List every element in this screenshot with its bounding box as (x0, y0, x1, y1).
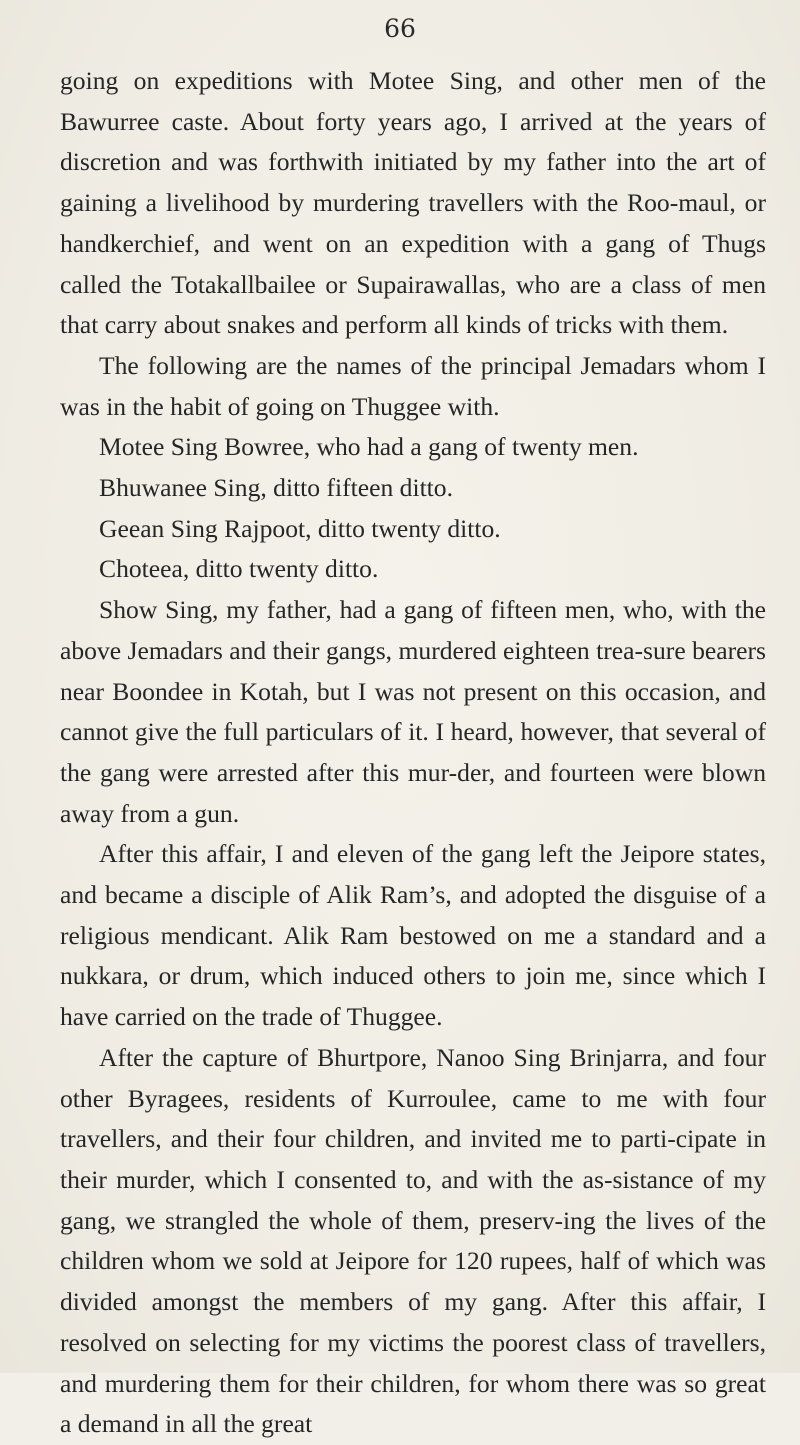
paragraph-jemadars-intro: The following are the names of the principal Jemadars whom I was in the habit of going on Thuggee with. (60, 350, 766, 421)
paragraph-alik-ram: After this affair, I and eleven of the gang left the Jeipore states, and became a disciple of Alik Ram’s, and adopted the disguise of a religious mendicant. Alik Ram bestowed on me a standard and a nukkara, or drum, which induced others to join me, since which I have carried on the trade of Thuggee. (60, 839, 766, 1032)
paragraph-bhurtpore: After the capture of Bhurtpore, Nanoo Sing Brinjarra, and four other Byragees, residents of Kurroulee, came to me with four travellers, and their four children, and invited me to parti-cipate in their murder, which I consented to, and with the as-sistance of my gang, we strangled the whole of them, preserv-ing the lives of the children whom we sold at Jeipore for 120 rupees, half of which was divided amongst the members of my gang. After this affair, I resolved on selecting for my victims the poorest class of travellers, and murdering them for their children, for whom there was so great a demand in all the great (60, 1042, 766, 1439)
list-item: Bhuwanee Sing, ditto fifteen ditto. (99, 473, 453, 503)
list-item: Choteea, ditto twenty ditto. (99, 554, 379, 584)
paragraph-continuation: going on expeditions with Motee Sing, and other men of the Bawurree caste. About forty years ago, I arrived at the years of discretion and was forthwith initiated by my father into the art of gaining a livelihood by murdering travellers with the Roo-maul, or handkerchief, and went on an expedition with a gang of Thugs called the Totakallbailee or Supairawallas, who are a class of men that carry about snakes and perform all kinds of tricks with them. (60, 66, 766, 340)
jemadar-list (60, 427, 766, 590)
paragraph-show-sing: Show Sing, my father, had a gang of fifteen men, who, with the above Jemadars and their gangs, murdered eighteen trea-sure bearers near Boondee in Kotah, but I was not present on this occasion, and cannot give the full particulars of it. I heard, however, that several of the gang were arrested after this mur-der, and fourteen were blown away from a gun. (60, 595, 766, 828)
list-item: Motee Sing Bowree, who had a gang of twenty men. (99, 432, 639, 462)
page-number: 66 (384, 14, 416, 43)
list-item: Geean Sing Rajpoot, ditto twenty ditto. (99, 513, 501, 543)
page-body (60, 61, 766, 1445)
